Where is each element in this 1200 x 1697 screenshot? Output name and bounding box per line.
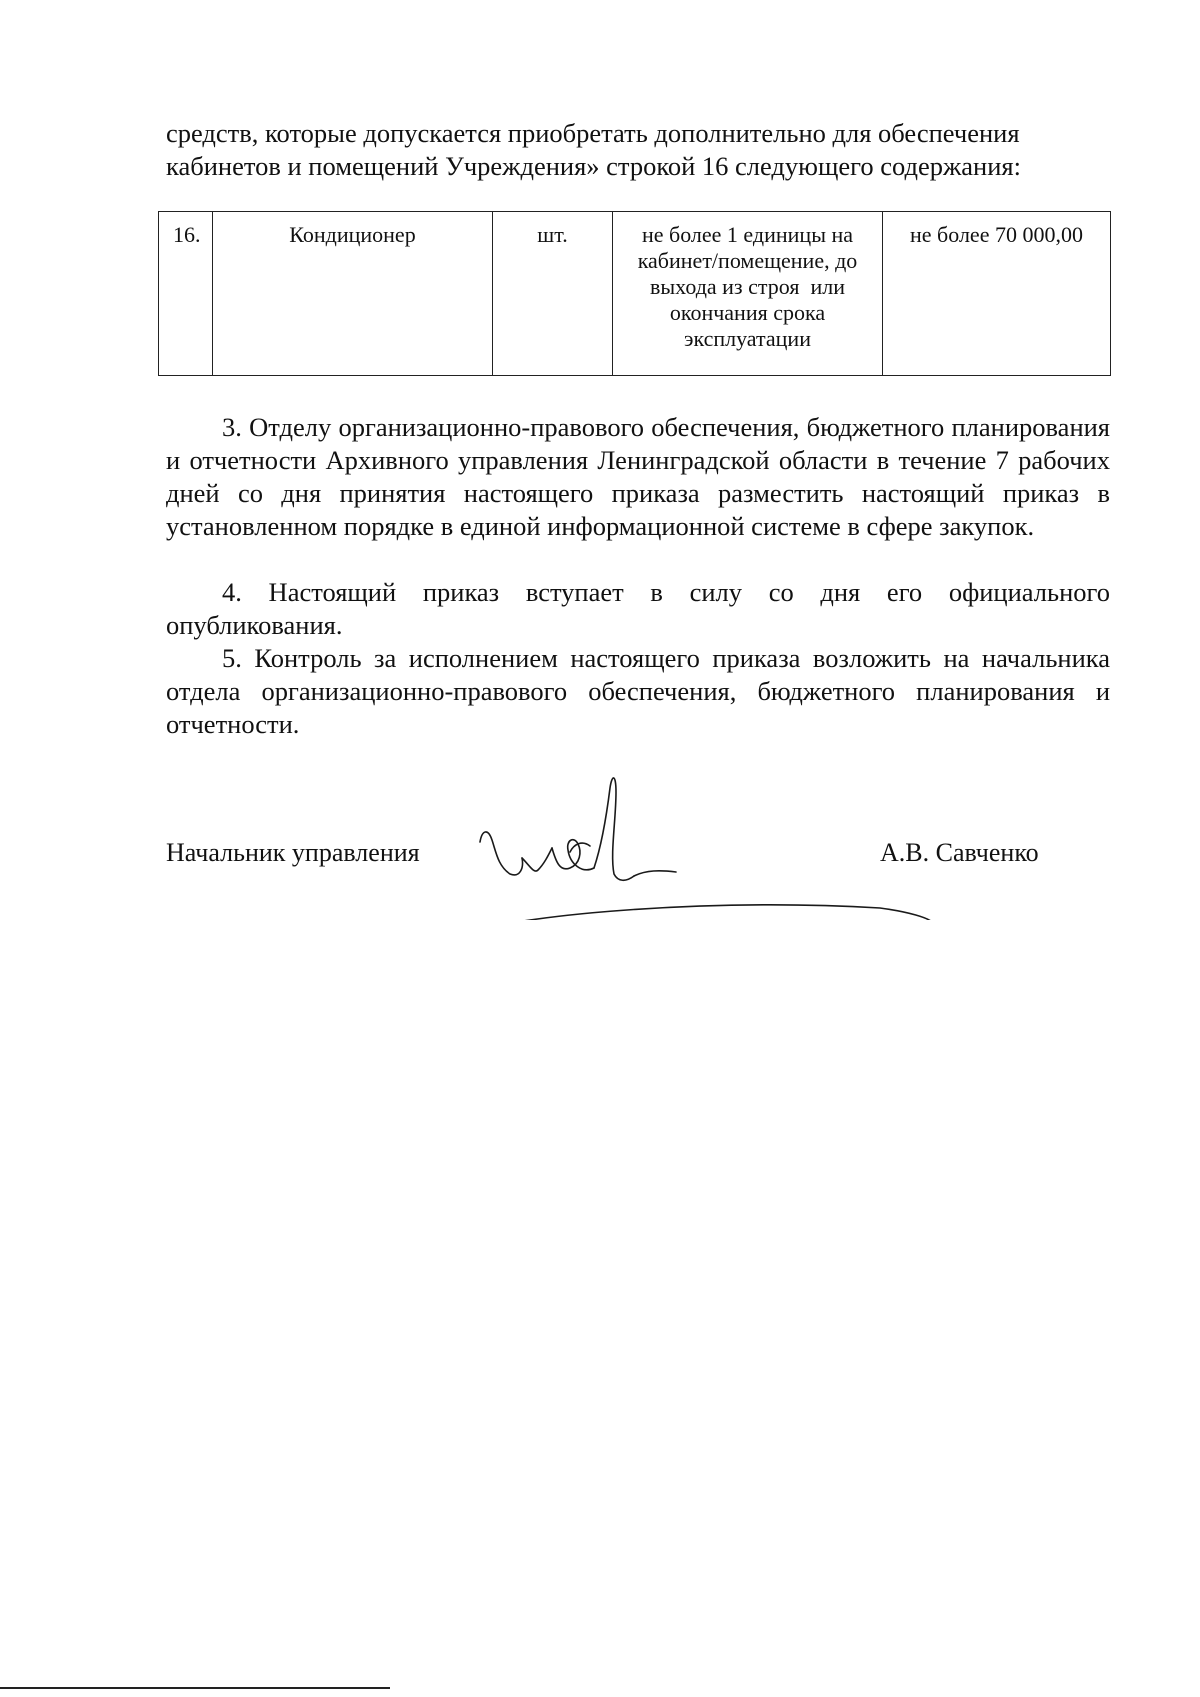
intro-line-2: кабинетов и помещений Учреждения» строкой 16 следующего содержания: <box>166 151 1021 181</box>
paragraph-4: 4. Настоящий приказ вступает в силу со дня его официального опубликования. <box>166 577 1110 640</box>
quantity-cell <box>613 212 883 376</box>
quantity-line: эксплуатации <box>684 326 811 351</box>
quantity-line: не более 1 единицы на <box>641 222 854 247</box>
price-cell: не более 70 000,00 <box>883 212 1111 376</box>
item-name-cell: Кондиционер <box>213 212 493 376</box>
table-row <box>159 212 1111 376</box>
scan-edge-line <box>0 1687 390 1689</box>
quantity-line: выхода из строя или <box>650 274 845 299</box>
row-number-cell: 16. <box>159 212 213 376</box>
quantity-line: кабинет/помещение, до <box>637 248 858 273</box>
paragraph-3: 3. Отделу организационно-правового обеспечения, бюджетного планирования и отчетности Архивного управления Ленинградской области в течение 7 рабочих дней со дня принятия настоящего приказа разместить настоящий приказ в установленном порядке в единой информационной системе в сфере закупок. <box>166 412 1110 541</box>
items-table <box>158 211 1111 376</box>
signatory-name: А.В. Савченко <box>880 838 1039 867</box>
position-title: Начальник управления <box>166 838 420 867</box>
intro-paragraph <box>166 117 1110 183</box>
quantity-line: окончания срока <box>669 300 826 325</box>
paragraph-5: 5. Контроль за исполнением настоящего приказа возложить на начальника отдела организационно-правового обеспечения, бюджетного планирования и отчетности. <box>166 643 1110 739</box>
unit-cell: шт. <box>493 212 613 376</box>
intro-line-1: средств, которые допускается приобретать дополнительно для обеспечения <box>166 118 1020 148</box>
